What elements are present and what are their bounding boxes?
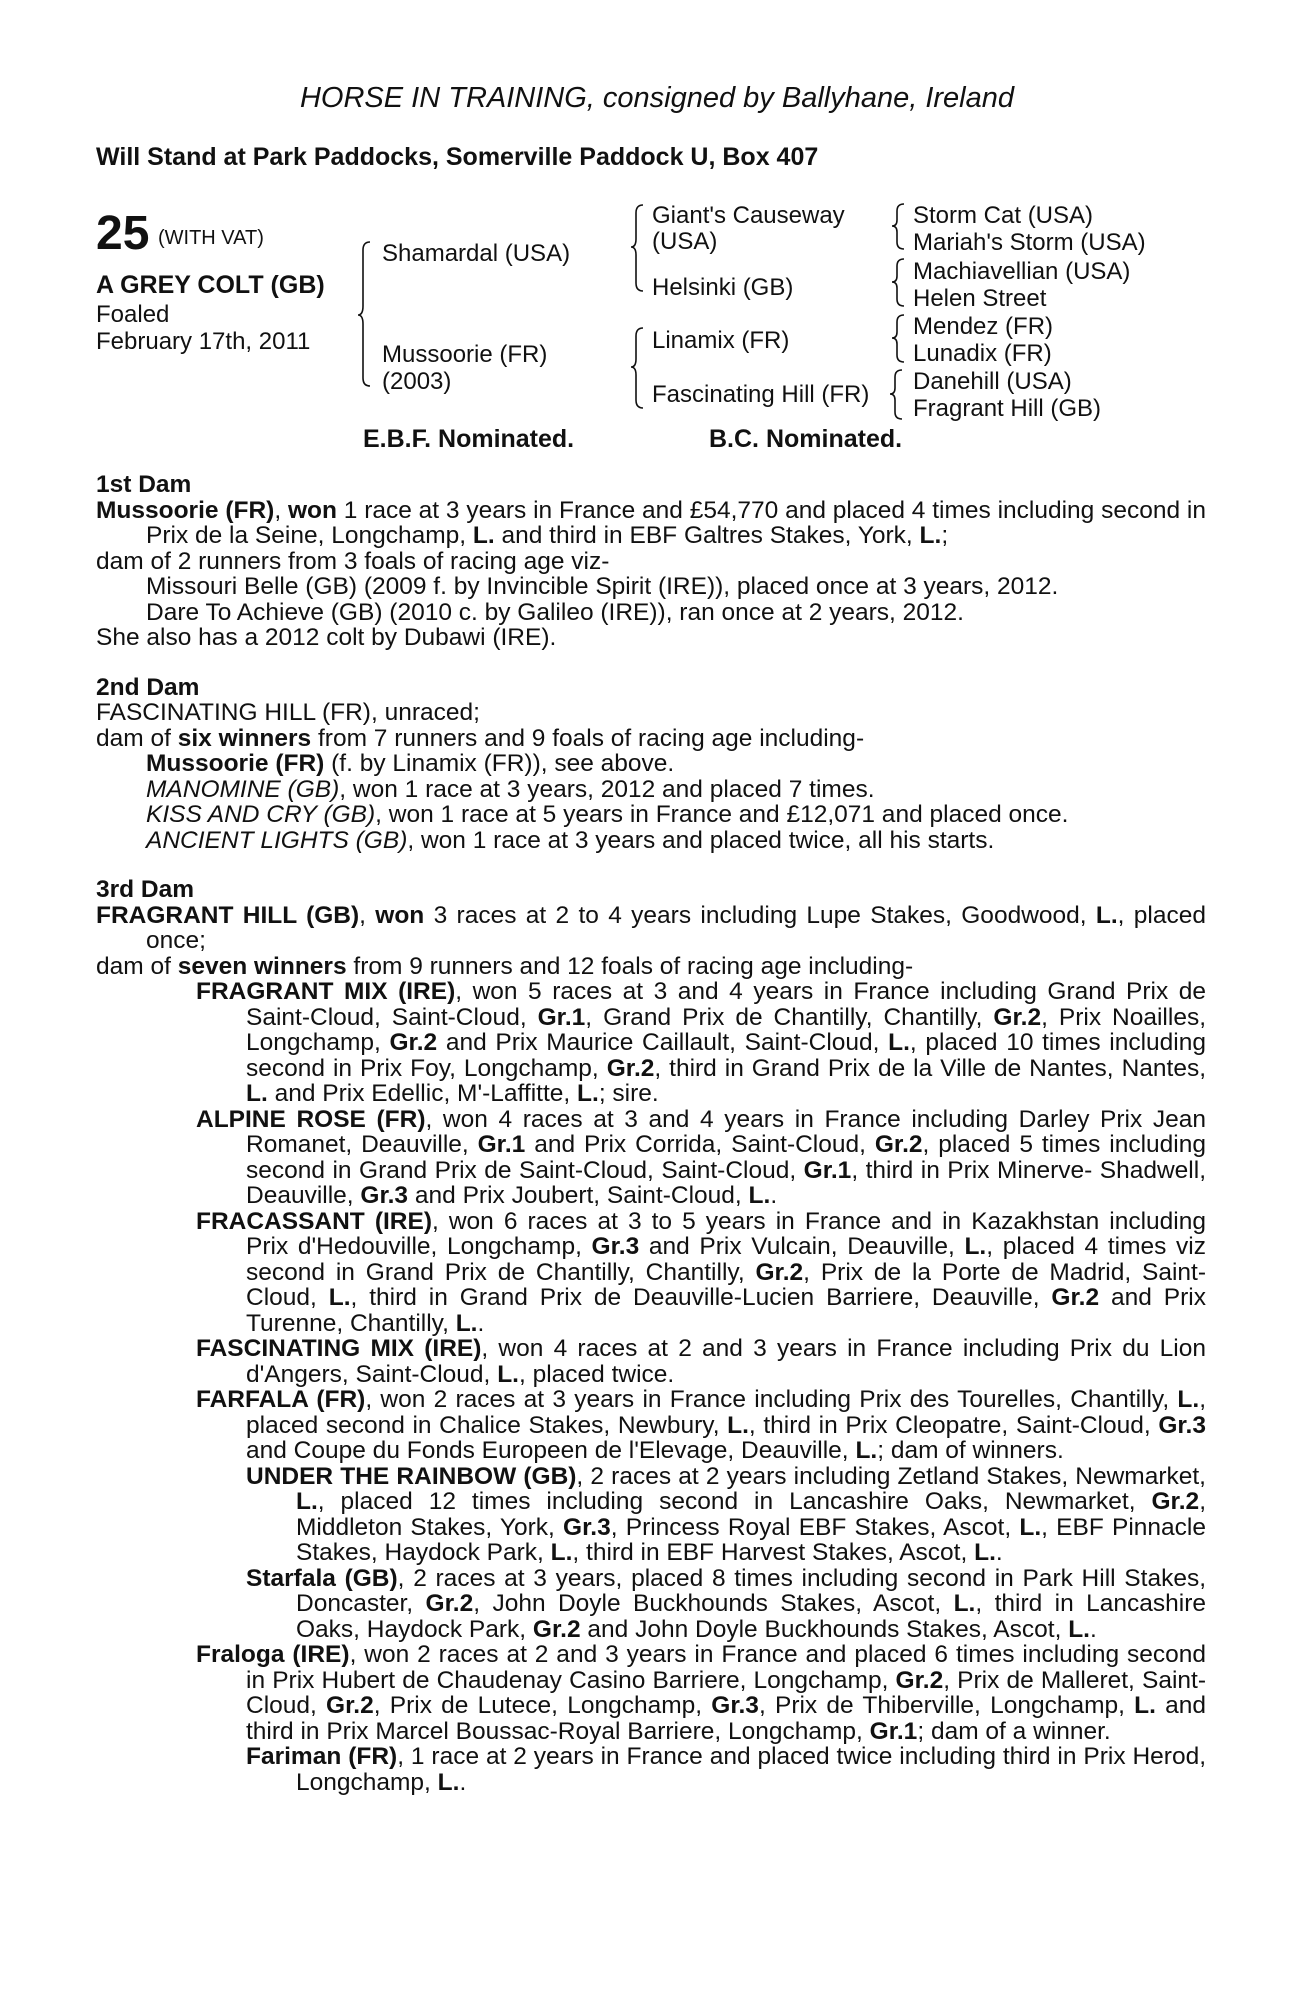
pedigree-bracket-ss <box>892 202 906 252</box>
third-dam-record: FRAGRANT HILL (GB), won 3 races at 2 to 4 years including Lupe Stakes, Goodwood, L., placed once; <box>96 901 1206 954</box>
pedigree-dam: Mussoorie (FR) <box>382 341 548 368</box>
pedigree-bracket-ds <box>892 313 906 365</box>
pedigree-dam-sire: Linamix (FR) <box>652 327 790 354</box>
pedigree-sire-sire: Giant's Causeway <box>652 202 845 229</box>
pedigree-sire-dam: Helsinki (GB) <box>652 274 794 301</box>
pedigree-sds: Machiavellian (USA) <box>913 258 1131 285</box>
lot-description: A GREY COLT (GB) <box>96 271 325 299</box>
pedigree-sdd: Helen Street <box>913 285 1047 312</box>
pedigree-bracket-dam <box>631 326 645 410</box>
pedigree-dsd: Lunadix (FR) <box>913 340 1052 367</box>
first-dam-won: won <box>287 496 337 524</box>
list-item: MANOMINE (GB), won 1 race at 3 years, 2012 and placed 7 times. <box>146 775 875 803</box>
produce-record <box>96 472 1206 1795</box>
first-dam-produce: dam of 2 runners from 3 foals of racing age viz- <box>96 547 610 575</box>
pedigree-dds: Danehill (USA) <box>913 368 1072 395</box>
third-dam-heading: 3rd Dam <box>96 876 195 903</box>
foaled-date: February 17th, 2011 <box>96 328 311 355</box>
pedigree-bracket-main <box>358 240 372 390</box>
pedigree-ssd: Mariah's Storm (USA) <box>913 229 1146 256</box>
list-item: Fariman (FR), 1 race at 2 years in France and placed twice including third in Prix Herod, Longchamp, L.. <box>246 1743 1207 1796</box>
first-dam-also: She also has a 2012 colt by Dubawi (IRE). <box>96 624 557 651</box>
pedigree-dam-dam: Fascinating Hill (FR) <box>652 381 870 408</box>
lot-number: 25 <box>96 207 150 260</box>
list-item: Mussoorie (FR) (f. by Linamix (FR)), see above. <box>146 750 675 777</box>
first-dam-heading: 1st Dam <box>96 471 192 498</box>
second-dam-heading: 2nd Dam <box>96 673 200 701</box>
pedigree-bracket-sire <box>631 203 645 293</box>
pedigree-bracket-dd <box>890 368 904 422</box>
list-item: Fraloga (IRE), won 2 races at 2 and 3 years in France and placed 6 times including second in Prix Hubert de Chaudenay Casino Barriere, Longchamp, Gr.2, Prix de Malleret, Saint-Cloud, Gr.2, Prix de Lutece, Longchamp, Gr.3, Prix de Thiberville, Longchamp, L. and third in Prix Marcel Boussac-Royal Barriere, Longchamp, Gr.1; dam of a winner. <box>196 1641 1206 1745</box>
bc-nominated: B.C. Nominated. <box>709 425 903 453</box>
list-item: Starfala (GB), 2 races at 3 years, placed 8 times including second in Park Hill Stakes, Doncaster, Gr.2, John Doyle Buckhounds Stakes, Ascot, L., third in Lancashire Oaks, Haydock Park, Gr.2 and John Doyle Buckhounds Stakes, Ascot, L.. <box>246 1564 1207 1643</box>
list-item: ANCIENT LIGHTS (GB), won 1 race at 3 years and placed twice, all his starts. <box>146 826 995 854</box>
pedigree-dss: Mendez (FR) <box>913 313 1054 340</box>
list-item: FRACASSANT (IRE), won 6 races at 3 to 5 years in France and in Kazakhstan including Prix d'Hedouville, Longchamp, Gr.3 and Prix Vulcain, Deauville, L., placed 4 times viz second in Grand Prix de Chantilly, Chantilly, Gr.2, Prix de la Porte de Madrid, Saint-Cloud, L., third in Grand Prix de Deauville-Lucien Barriere, Deauville, Gr.2 and Prix Turenne, Chantilly, L.. <box>196 1207 1206 1337</box>
third-dam-produce: dam of seven winners from 9 runners and 12 foals of racing age including- <box>96 952 914 980</box>
catalogue-header-title: HORSE IN TRAINING, consigned by Ballyhane, Ireland <box>299 82 1015 114</box>
pedigree-ddd: Fragrant Hill (GB) <box>913 395 1102 422</box>
list-item: UNDER THE RAINBOW (GB), 2 races at 2 years including Zetland Stakes, Newmarket, L., placed 12 times including second in Lancashire Oaks, Newmarket, Gr.2, Middleton Stakes, York, Gr.3, Princess Royal EBF Stakes, Ascot, L., EBF Pinnacle Stakes, Haydock Park, L., third in EBF Harvest Stakes, Ascot, L.. <box>246 1462 1206 1566</box>
foaled-label: Foaled <box>96 301 170 328</box>
list-item: KISS AND CRY (GB), won 1 race at 5 years in France and £12,071 and placed once. <box>146 801 1069 828</box>
stand-location: Will Stand at Park Paddocks, Somerville Paddock U, Box 407 <box>96 143 819 171</box>
pedigree-dam-year: (2003) <box>382 368 452 395</box>
ebf-nominated: E.B.F. Nominated. <box>363 425 575 453</box>
pedigree-sss: Storm Cat (USA) <box>913 202 1094 229</box>
pedigree-sire-sire-country: (USA) <box>652 228 718 255</box>
list-item: FARFALA (FR), won 2 races at 3 years in France including Prix des Tourelles, Chantilly, L., placed second in Chalice Stakes, Newbury, L., third in Prix Cleopatre, Saint-Cloud, Gr.3 and Coupe du Fonds Europeen de l'Elevage, Deauville, L.; dam of winners. <box>196 1386 1206 1464</box>
second-dam-produce: dam of six winners from 7 runners and 9 foals of racing age including- <box>96 724 865 752</box>
pedigree-bracket-sd <box>892 257 906 309</box>
list-item: FRAGRANT MIX (IRE), won 5 races at 3 and 4 years in France including Grand Prix de Saint-Cloud, Saint-Cloud, Gr.1, Grand Prix de Chantilly, Chantilly, Gr.2, Prix Noailles, Longchamp, Gr.2 and Prix Maurice Caillault, Saint-Cloud, L., placed 10 times including second in Prix Foy, Longchamp, Gr.2, third in Grand Prix de la Ville de Nantes, Nantes, L. and Prix Edellic, M'-Laffitte, L.; sire. <box>196 978 1207 1107</box>
first-dam-name: Mussoorie (FR) <box>96 496 275 524</box>
list-item: Missouri Belle (GB) (2009 f. by Invincible Spirit (IRE)), placed once at 3 years, 2012. <box>146 573 1059 600</box>
vat-note: (WITH VAT) <box>158 227 264 249</box>
list-item: Dare To Achieve (GB) (2010 c. by Galileo (IRE)), ran once at 2 years, 2012. <box>146 598 964 626</box>
list-item: FASCINATING MIX (IRE), won 4 races at 2 and 3 years in France including Prix du Lion d'Angers, Saint-Cloud, L., placed twice. <box>196 1335 1206 1388</box>
first-dam-record: Mussoorie (FR), won 1 race at 3 years in France and £54,770 and placed 4 times including second in Prix de la Seine, Longchamp, L. and third in EBF Galtres Stakes, York, L.; <box>96 496 1207 549</box>
pedigree-sire: Shamardal (USA) <box>382 240 571 267</box>
list-item: ALPINE ROSE (FR), won 4 races at 3 and 4 years in France including Darley Prix Jean Romanet, Deauville, Gr.1 and Prix Corrida, Saint-Cloud, Gr.2, placed 5 times including second in Grand Prix de Saint-Cloud, Saint-Cloud, Gr.1, third in Prix Minerve- Shadwell, Deauville, Gr.3 and Prix Joubert, Saint-Cloud, L.. <box>196 1105 1206 1209</box>
second-dam-name: FASCINATING HILL (FR), unraced; <box>96 699 480 726</box>
